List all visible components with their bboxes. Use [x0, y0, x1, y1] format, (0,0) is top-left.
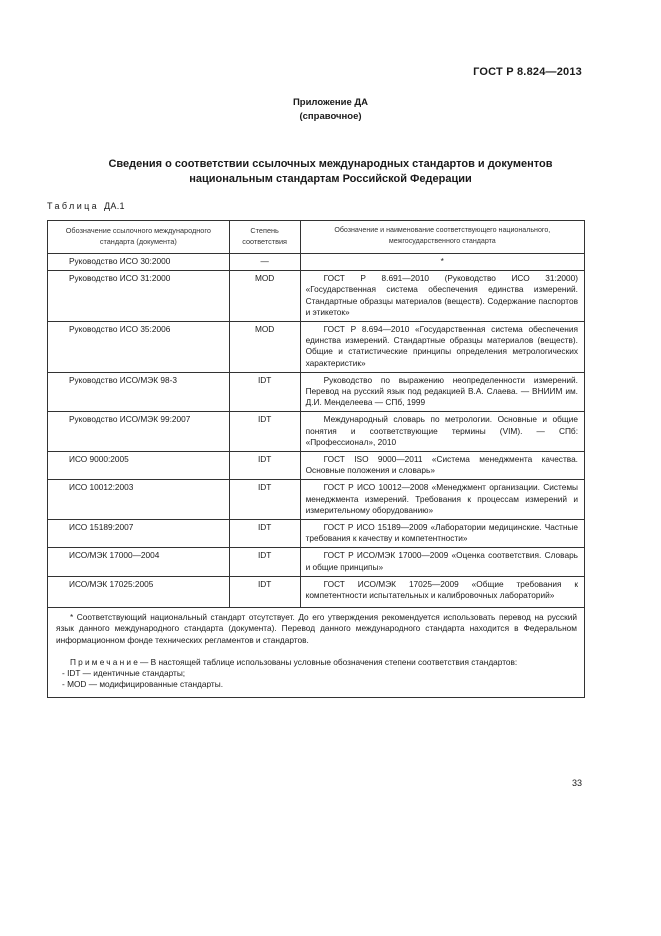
appendix-title: Приложение ДА	[292, 97, 369, 108]
cell-degree: IDT	[229, 412, 300, 452]
section-title-line-2: национальным стандартам Российской Федерации	[189, 173, 472, 185]
cell-national: ГОСТ Р ИСО 10012—2008 «Менеджмент организации. Системы менеджмента измерений. Требования к процессам измерений и измерительному оборудованию»	[300, 480, 584, 520]
cell-national: Руководство по выражению неопределенности измерений. Перевод на русский язык под редакцией В.А. Слаева. — ВНИИМ им. Д.И. Менделеева — СПб, 1999	[300, 372, 584, 412]
cell-reference: Руководство ИСО/МЭК 99:2007	[48, 412, 230, 452]
cell-degree: IDT	[229, 452, 300, 480]
cell-degree: IDT	[229, 520, 300, 548]
cell-national: ГОСТ Р ИСО/МЭК 17000—2009 «Оценка соответствия. Словарь и общие принципы»	[300, 548, 584, 576]
cell-degree: —	[229, 254, 300, 271]
cell-national: ГОСТ Р ИСО 15189—2009 «Лаборатории медицинские. Частные требования к качеству и компетентности»	[300, 520, 584, 548]
correspondence-table	[47, 220, 585, 698]
table-row	[48, 271, 585, 322]
section-title	[60, 157, 601, 187]
cell-reference: Руководство ИСО 35:2006	[48, 322, 230, 373]
document-code: ГОСТ Р 8.824—2013	[473, 66, 582, 78]
cell-degree: IDT	[229, 576, 300, 607]
cell-reference: ИСО 10012:2003	[48, 480, 230, 520]
page-number: 33	[571, 778, 582, 788]
table-notes	[48, 608, 585, 697]
note-item-idt: - IDT — идентичные стандарты;	[62, 668, 186, 679]
cell-degree: IDT	[229, 372, 300, 412]
table-row	[48, 452, 585, 480]
cell-national: Международный словарь по метрологии. Основные и общие понятия и соответствующие термины (VIM). — СПб: «Профессионал», 2010	[300, 412, 584, 452]
cell-degree: IDT	[229, 480, 300, 520]
cell-reference: Руководство ИСО 31:2000	[48, 271, 230, 322]
cell-reference: ИСО/МЭК 17000—2004	[48, 548, 230, 576]
cell-degree: MOD	[229, 322, 300, 373]
table-row	[48, 576, 585, 607]
column-header-degree: Степень соответствия	[229, 221, 300, 254]
note-label: Примечание	[70, 656, 141, 667]
note-item-mod: - MOD — модифицированные стандарты.	[62, 679, 224, 690]
footnote: * Соответствующий национальный стандарт отсутствует. До его утверждения рекомендуется использовать перевод на русский язык данного международного стандарта (документа). Перевод данного международного стандарта находится в Федеральном информационном фонде технических регламентов и стандартов.	[56, 612, 577, 645]
cell-national: ГОСТ ИСО/МЭК 17025—2009 «Общие требования к компетентности испытательных и калибровочных лабораторий»	[300, 576, 584, 607]
table-caption	[47, 201, 125, 211]
column-header-reference: Обозначение ссылочного международного стандарта (документа)	[48, 221, 230, 254]
table-row	[48, 372, 585, 412]
cell-reference: Руководство ИСО 30:2000	[48, 254, 230, 271]
cell-degree: MOD	[229, 271, 300, 322]
cell-reference: Руководство ИСО/МЭК 98-3	[48, 372, 230, 412]
table-caption-word: Таблица	[47, 201, 100, 211]
table-row	[48, 520, 585, 548]
table-row	[48, 480, 585, 520]
cell-reference: ИСО/МЭК 17025:2005	[48, 576, 230, 607]
section-title-line-1: Сведения о соответствии ссылочных международных стандартов и документов	[108, 158, 553, 170]
cell-national: *	[300, 254, 584, 271]
appendix-subtitle: (справочное)	[299, 111, 362, 122]
note-text: — В настоящей таблице использованы условные обозначения степени соответствия стандартов:	[140, 656, 518, 667]
table-header-row	[48, 221, 585, 254]
cell-national: ГОСТ Р 8.694—2010 «Государственная система обеспечения единства измерений. Стандартные образцы материалов (веществ). Общие и статистические принципы определения метрологических характеристик»	[300, 322, 584, 373]
cell-national: ГОСТ Р 8.691—2010 (Руководство ИСО 31:2000) «Государственная система обеспечения единства измерений. Стандартные образцы материалов (веществ). Содержание паспортов и этикеток»	[300, 271, 584, 322]
table-row	[48, 322, 585, 373]
note	[56, 657, 577, 668]
cell-national: ГОСТ ISO 9000—2011 «Система менеджмента качества. Основные положения и словарь»	[300, 452, 584, 480]
appendix-heading	[0, 96, 661, 124]
table-row	[48, 254, 585, 271]
cell-degree: IDT	[229, 548, 300, 576]
column-header-national: Обозначение и наименование соответствующего национального, межгосударственного стандарта	[300, 221, 584, 254]
cell-reference: ИСО 15189:2007	[48, 520, 230, 548]
table-row	[48, 548, 585, 576]
table-caption-number: ДА.1	[104, 201, 125, 211]
cell-reference: ИСО 9000:2005	[48, 452, 230, 480]
table-notes-row	[48, 608, 585, 697]
table-row	[48, 412, 585, 452]
